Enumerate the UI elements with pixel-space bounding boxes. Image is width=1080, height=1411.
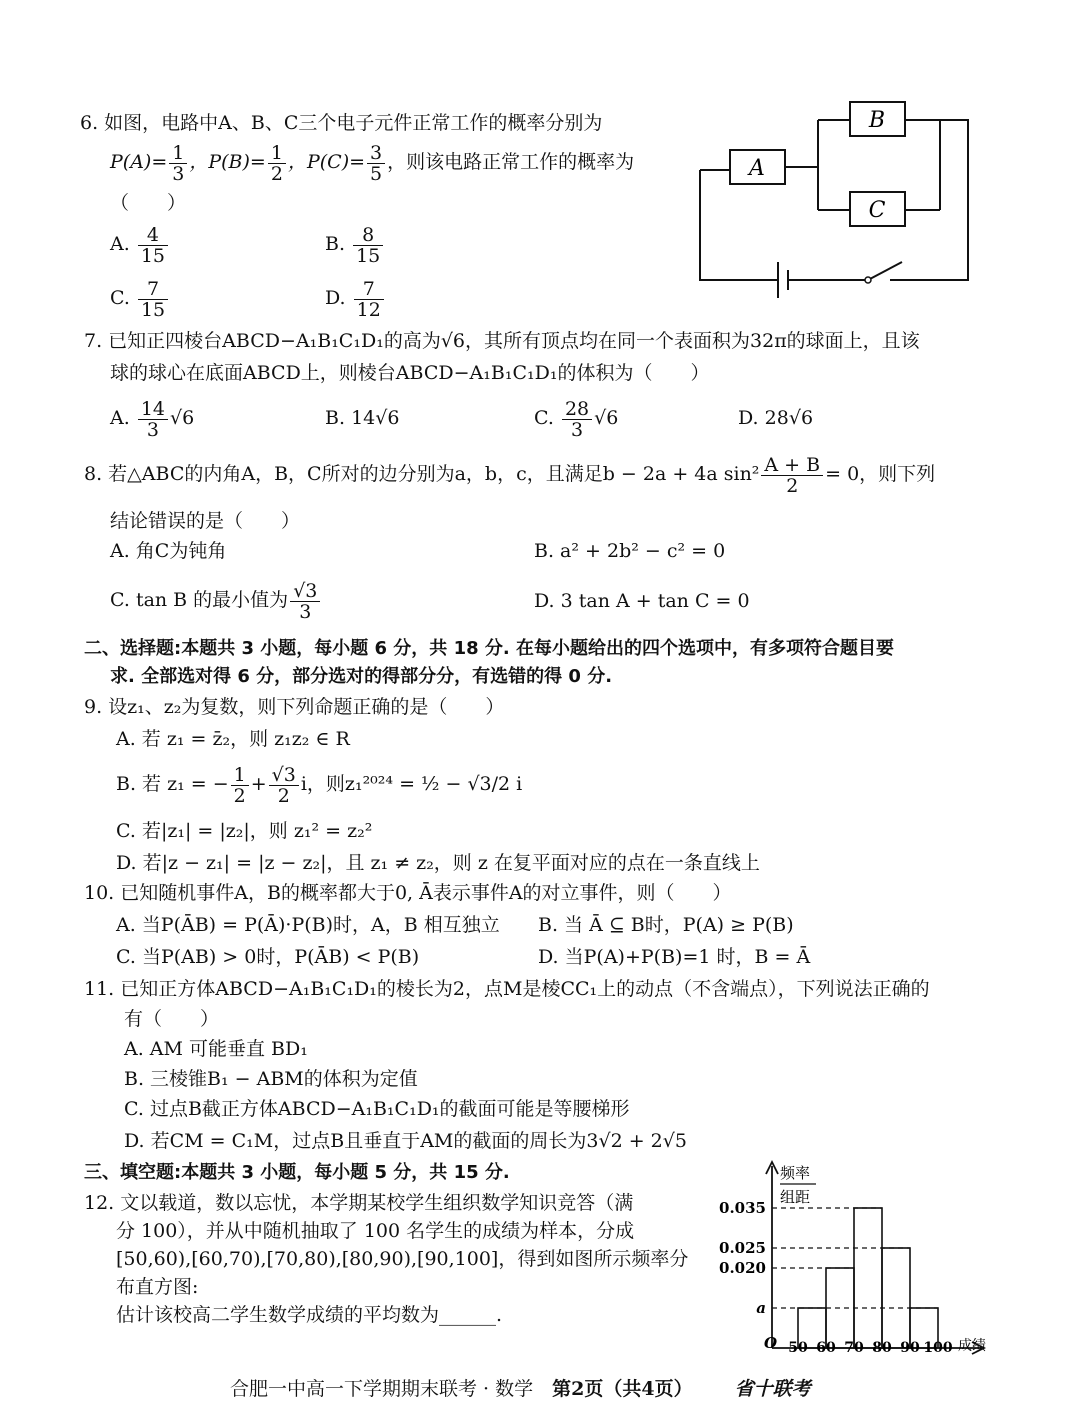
q8-line2: 结论错误的是（ ） (110, 510, 301, 532)
q10-option-a: A. 当P(ĀB) = P(Ā)·P(B)时，A，B 相互独立 (116, 914, 500, 936)
footer-brand: 省十联考 (734, 1378, 811, 1400)
q11-option-b: B. 三棱锥B₁ − ABM的体积为定值 (124, 1068, 418, 1090)
histogram-bar (854, 1208, 882, 1348)
switch-pivot (865, 277, 871, 283)
q11-option-c: C. 过点B截正方体ABCD−A₁B₁C₁D₁的截面可能是等腰梯形 (124, 1098, 630, 1120)
q7-option-d: D. 28√6 (738, 407, 814, 429)
y-tick-label: 0.025 (719, 1239, 766, 1257)
q9-stem: 9. 设z₁、z₂为复数，则下列命题正确的是（ ） (84, 696, 505, 718)
q9-option-d: D. 若|z − z₁| = |z − z₂|，且 z₁ ≠ z₂，则 z 在复平面对应的点在一条直线上 (116, 852, 760, 874)
q12-line1: 12. 文以载道，数以忘忧，本学期某校学生组织数学知识竞答（满 (84, 1192, 634, 1214)
component-b-label: B (868, 108, 886, 133)
y-label-top: 频率 (780, 1164, 811, 1182)
frequency-histogram (700, 1158, 1000, 1358)
q8-option-a: A. 角C为钝角 (110, 540, 227, 562)
q11-option-a: A. AM 可能垂直 BD₁ (124, 1038, 308, 1060)
section3-title: 三、填空题:本题共 3 小题，每小题 5 分，共 15 分. (84, 1162, 510, 1183)
q6-option-b: B. $\frac{8}{15}$ (325, 222, 385, 266)
y-tick-label: a (756, 1299, 766, 1317)
switch-lever (868, 262, 902, 280)
x-tick-label: 60 (816, 1340, 836, 1356)
q7-line2: 球的球心在底面ABCD上，则棱台ABCD−A₁B₁C₁D₁的体积为（ ） (110, 362, 710, 384)
q9-option-a: A. 若 z₁ = z̄₂，则 z₁z₂ ∈ R (116, 728, 350, 750)
x-tick-label: 50 (788, 1340, 808, 1356)
histogram-bar (882, 1248, 910, 1348)
wire-right-loop (890, 120, 968, 280)
footer-text: 合肥一中高一下学期期末联考 · 数学 (230, 1378, 553, 1400)
x-axis-label: 成绩 (958, 1338, 986, 1354)
component-c-label: C (868, 198, 886, 223)
q8-option-d: D. 3 tan A + tan C = 0 (534, 590, 750, 612)
q12-line2: 分 100），并从中随机抽取了 100 名学生的成绩为样本，分成 (116, 1220, 635, 1242)
circuit-diagram (690, 90, 980, 310)
q8-line1: 8. 若△ABC的内角A，B，C所对的边分别为a，b，c，且满足b − 2a + 4a sin² $\frac{A + B}{2}$ = 0，则下列 (84, 453, 936, 497)
q11-option-d: D. 若CM = C₁M，过点B且垂直于AM的截面的周长为3√2 + 2√5 (124, 1130, 687, 1152)
q10-option-c: C. 当P(AB) > 0时，P(ĀB) < P(B) (116, 946, 420, 968)
section2-line2: 求. 全部选对得 6 分，部分选对的得部分分，有选错的得 0 分. (110, 666, 613, 687)
q11-line2: 有（ ） (124, 1008, 220, 1030)
y-tick-label: 0.020 (719, 1259, 766, 1277)
q10-stem: 10. 已知随机事件A，B的概率都大于0, Ā表示事件A的对立事件，则（ ） (84, 882, 732, 904)
q6-paren: （ ） (110, 192, 187, 214)
q11-line1: 11. 已知正方体ABCD−A₁B₁C₁D₁的棱长为2，点M是棱CC₁上的动点（不含端点），下列说法正确的 (84, 978, 930, 1000)
q12-line5: 估计该校高二学生数学成绩的平均数为______. (116, 1304, 503, 1326)
origin-label: O (764, 1334, 778, 1352)
q7-option-a: A. $\frac{14}{3}$ √6 (110, 397, 195, 441)
q6-stem-line1: 6. 如图，电路中A、B、C三个电子元件正常工作的概率分别为 (80, 112, 603, 134)
q8-option-c: C. tan B 的最小值为 $\frac{√3}{3}$ (110, 578, 322, 622)
wire-left-loop (700, 170, 778, 280)
y-tick-label: 0.035 (719, 1199, 766, 1217)
q6-option-c: C. $\frac{7}{15}$ (110, 276, 170, 320)
q6-option-d: D. $\frac{7}{12}$ (325, 276, 386, 320)
section2-line1: 二、选择题:本题共 3 小题，每小题 6 分，共 18 分. 在每小题给出的四个选项中，有多项符合题目要 (84, 638, 894, 659)
page-footer (230, 1374, 811, 1401)
y-label-bottom: 组距 (780, 1188, 811, 1206)
footer-page: 第2页（共4页） (552, 1378, 693, 1400)
q6-option-a: A. $\frac{4}{15}$ (110, 222, 170, 266)
component-a-label: A (749, 156, 765, 181)
q6-stem-line2: P(A)= $\frac{1}{3}$ ，P(B)= $\frac{1}{2}$ ，P(C)= $\frac{3}{5}$ ，则该电路正常工作的概率为 (110, 141, 635, 185)
x-tick-label: 100 (923, 1340, 953, 1356)
x-tick-label: 80 (872, 1340, 892, 1356)
q10-option-d: D. 当P(A)+P(B)=1 时，B = Ā (538, 946, 811, 968)
q9-option-c: C. 若|z₁| = |z₂|，则 z₁² = z₂² (116, 820, 373, 842)
q9-option-b: B. 若 z₁ = − $\frac{1}{2}$ + $\frac{√3}{2}$ i，则z₁²⁰²⁴ = ½ − √3/2 i (116, 763, 523, 807)
q8-option-b: B. a² + 2b² − c² = 0 (534, 540, 726, 562)
q7-option-c: C. $\frac{28}{3}$ √6 (534, 397, 619, 441)
q12-line4: 布直方图: (116, 1276, 199, 1298)
q7-line1: 7. 已知正四棱台ABCD−A₁B₁C₁D₁的高为√6，其所有顶点均在同一个表面积为32π的球面上，且该 (84, 330, 920, 352)
q7-option-b: B. 14√6 (325, 407, 400, 429)
q12-line3: [50,60),[60,70),[70,80),[80,90),[90,100]，得到如图所示频率分 (116, 1248, 689, 1270)
x-tick-label: 70 (844, 1340, 864, 1356)
q10-option-b: B. 当 Ā ⊆ B时，P(A) ≥ P(B) (538, 914, 794, 936)
x-tick-label: 90 (900, 1340, 920, 1356)
